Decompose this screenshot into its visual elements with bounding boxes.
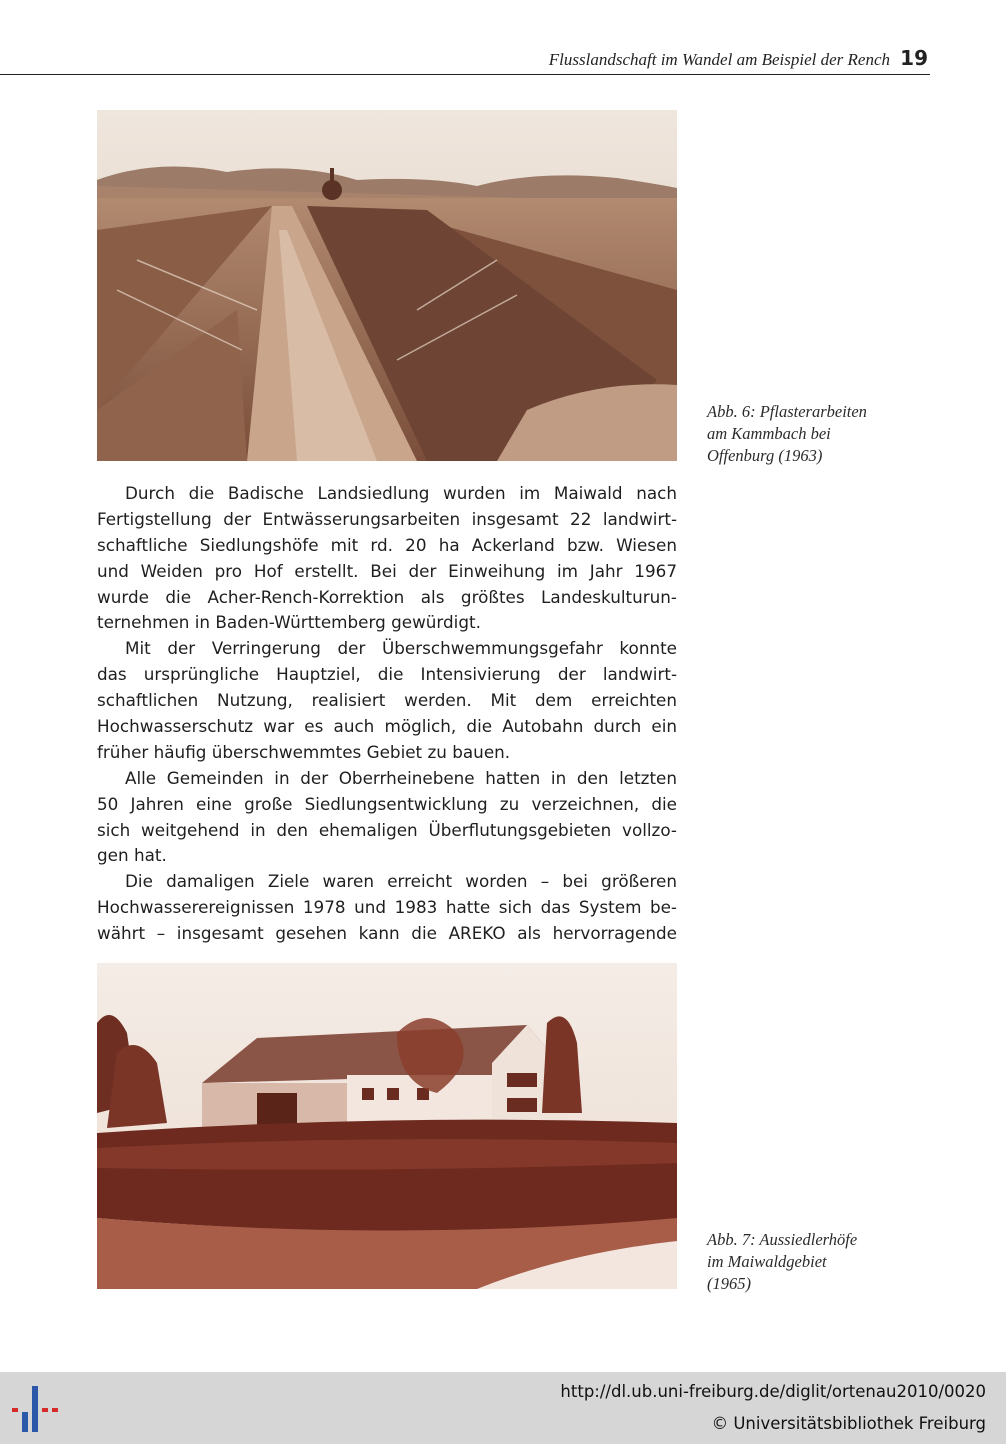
running-header: [0, 44, 930, 75]
figure-6-caption: [707, 401, 947, 467]
figure-7-photo: [97, 963, 677, 1289]
text-line: ternehmen in Baden-Württemberg gewürdigt.: [97, 612, 481, 633]
text-line: und Weiden pro Hof erstellt. Bei der Einweihung im Jahr 1967: [97, 560, 677, 581]
text-line: wurde die Acher-Rench-Korrektion als größtes Landeskulturun-: [97, 586, 677, 607]
figure-6-photo: [97, 110, 677, 461]
copyright-notice: © Universitätsbibliothek Freiburg: [711, 1414, 986, 1433]
digitization-footer: [0, 1372, 1006, 1444]
text-line: Durch die Badische Landsiedlung wurden im Maiwald nach: [125, 483, 677, 503]
caption-line: Abb. 6: Pflasterarbeiten: [707, 402, 867, 421]
paving-work-photo-image: [97, 110, 677, 461]
running-title: Flusslandschaft im Wandel am Beispiel der Rench: [548, 50, 890, 69]
caption-line: im Maiwaldgebiet: [707, 1252, 827, 1271]
source-url-link[interactable]: http://dl.ub.uni-freiburg.de/diglit/ortenau2010/0020: [560, 1382, 986, 1401]
text-line: schaftlichen Nutzung, realisiert werden. Mit dem erreichten: [97, 690, 677, 711]
figure-7-caption: [707, 1229, 947, 1295]
caption-line: am Kammbach bei: [707, 424, 831, 443]
text-line: Alle Gemeinden in der Oberrheinebene hatten in den letzten: [125, 767, 677, 788]
text-line: Die damaligen Ziele waren erreicht worden – bei größeren: [125, 871, 677, 892]
text-line: Mit der Verringerung der Überschwemmungsgefahr konnte: [125, 638, 677, 659]
text-line: sich weitgehend in den ehemaligen Überflutungsgebieten vollzo-: [97, 819, 677, 840]
caption-line: (1965): [707, 1274, 751, 1293]
farmhouse-photo-image: [97, 963, 677, 1289]
caption-line: Offenburg (1963): [707, 446, 823, 465]
text-line: 50 Jahren eine große Siedlungsentwicklung zu verzeichnen, die: [97, 793, 677, 814]
caption-line: Abb. 7: Aussiedlerhöfe: [707, 1230, 858, 1249]
text-line: Hochwasserschutz war es auch möglich, die Autobahn durch ein: [97, 716, 677, 737]
text-line: früher häufig überschwemmtes Gebiet zu bauen.: [97, 741, 511, 762]
page-number: 19: [900, 46, 928, 70]
text-line: das ursprüngliche Hauptziel, die Intensivierung der landwirt-: [97, 664, 677, 685]
text-line: Fertigstellung der Entwässerungsarbeiten insgesamt 22 landwirt-: [97, 508, 677, 529]
ub-freiburg-logo-icon: [12, 1384, 62, 1434]
text-line: gen hat.: [97, 845, 167, 866]
text-line: Hochwasserereignissen 1978 und 1983 hatte sich das System be-: [97, 897, 677, 918]
body-text: [97, 481, 677, 947]
text-line: schaftliche Siedlungshöfe mit rd. 20 ha Ackerland bzw. Wiesen: [97, 534, 677, 555]
text-line: währt – insgesamt gesehen kann die AREKO als hervorragende: [97, 923, 677, 944]
